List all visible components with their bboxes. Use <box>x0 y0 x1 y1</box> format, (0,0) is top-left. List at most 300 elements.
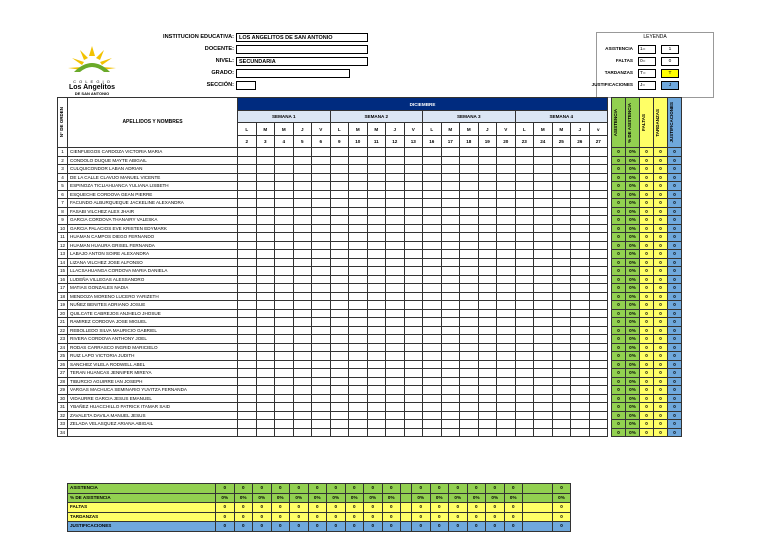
attendance-cell[interactable] <box>441 386 460 395</box>
attendance-cell[interactable] <box>441 369 460 378</box>
attendance-cell[interactable] <box>571 352 590 361</box>
attendance-cell[interactable] <box>423 318 442 327</box>
attendance-cell[interactable] <box>386 284 405 293</box>
attendance-cell[interactable] <box>275 156 294 165</box>
attendance-cell[interactable] <box>238 284 257 293</box>
attendance-cell[interactable] <box>312 309 331 318</box>
attendance-cell[interactable] <box>460 403 479 412</box>
attendance-cell[interactable] <box>312 301 331 310</box>
attendance-cell[interactable] <box>478 148 497 157</box>
attendance-cell[interactable] <box>293 386 312 395</box>
attendance-cell[interactable] <box>571 267 590 276</box>
attendance-cell[interactable] <box>349 394 368 403</box>
attendance-cell[interactable] <box>423 335 442 344</box>
attendance-cell[interactable] <box>349 335 368 344</box>
attendance-cell[interactable] <box>312 275 331 284</box>
attendance-cell[interactable] <box>441 335 460 344</box>
attendance-cell[interactable] <box>404 318 423 327</box>
attendance-cell[interactable] <box>238 352 257 361</box>
attendance-cell[interactable] <box>571 199 590 208</box>
attendance-cell[interactable] <box>293 403 312 412</box>
attendance-cell[interactable] <box>349 292 368 301</box>
attendance-cell[interactable] <box>423 360 442 369</box>
attendance-cell[interactable] <box>478 301 497 310</box>
attendance-cell[interactable] <box>404 352 423 361</box>
attendance-cell[interactable] <box>275 224 294 233</box>
attendance-cell[interactable] <box>349 318 368 327</box>
attendance-cell[interactable] <box>589 241 608 250</box>
attendance-cell[interactable] <box>589 318 608 327</box>
attendance-cell[interactable] <box>404 343 423 352</box>
attendance-cell[interactable] <box>238 173 257 182</box>
attendance-cell[interactable] <box>256 207 275 216</box>
attendance-cell[interactable] <box>386 318 405 327</box>
attendance-cell[interactable] <box>441 403 460 412</box>
attendance-cell[interactable] <box>589 420 608 429</box>
attendance-cell[interactable] <box>534 241 553 250</box>
attendance-cell[interactable] <box>312 377 331 386</box>
attendance-cell[interactable] <box>441 233 460 242</box>
attendance-cell[interactable] <box>460 394 479 403</box>
attendance-cell[interactable] <box>386 207 405 216</box>
attendance-cell[interactable] <box>515 182 534 191</box>
attendance-cell[interactable] <box>312 224 331 233</box>
attendance-cell[interactable] <box>515 377 534 386</box>
attendance-cell[interactable] <box>238 199 257 208</box>
attendance-cell[interactable] <box>552 182 571 191</box>
attendance-cell[interactable] <box>293 335 312 344</box>
attendance-cell[interactable] <box>589 207 608 216</box>
attendance-cell[interactable] <box>256 284 275 293</box>
attendance-cell[interactable] <box>293 156 312 165</box>
attendance-cell[interactable] <box>460 216 479 225</box>
attendance-cell[interactable] <box>349 352 368 361</box>
attendance-cell[interactable] <box>404 199 423 208</box>
attendance-cell[interactable] <box>293 377 312 386</box>
attendance-cell[interactable] <box>478 284 497 293</box>
attendance-cell[interactable] <box>589 156 608 165</box>
attendance-cell[interactable] <box>404 394 423 403</box>
attendance-cell[interactable] <box>571 420 590 429</box>
attendance-cell[interactable] <box>404 250 423 259</box>
attendance-cell[interactable] <box>293 343 312 352</box>
attendance-cell[interactable] <box>330 207 349 216</box>
attendance-cell[interactable] <box>534 275 553 284</box>
attendance-cell[interactable] <box>571 148 590 157</box>
attendance-cell[interactable] <box>460 250 479 259</box>
attendance-cell[interactable] <box>349 411 368 420</box>
attendance-cell[interactable] <box>571 275 590 284</box>
attendance-cell[interactable] <box>515 318 534 327</box>
attendance-cell[interactable] <box>460 420 479 429</box>
attendance-cell[interactable] <box>423 216 442 225</box>
attendance-cell[interactable] <box>423 275 442 284</box>
attendance-cell[interactable] <box>256 241 275 250</box>
attendance-cell[interactable] <box>423 386 442 395</box>
attendance-cell[interactable] <box>571 241 590 250</box>
attendance-cell[interactable] <box>534 411 553 420</box>
attendance-cell[interactable] <box>330 173 349 182</box>
attendance-cell[interactable] <box>552 377 571 386</box>
attendance-cell[interactable] <box>534 301 553 310</box>
attendance-cell[interactable] <box>460 318 479 327</box>
seccion-field[interactable] <box>236 81 256 90</box>
attendance-cell[interactable] <box>349 233 368 242</box>
attendance-cell[interactable] <box>423 199 442 208</box>
attendance-cell[interactable] <box>515 428 534 437</box>
attendance-cell[interactable] <box>552 250 571 259</box>
attendance-cell[interactable] <box>497 224 516 233</box>
attendance-cell[interactable] <box>275 165 294 174</box>
attendance-cell[interactable] <box>293 250 312 259</box>
attendance-cell[interactable] <box>349 420 368 429</box>
nivel-field[interactable]: SECUNDARIA <box>236 57 368 66</box>
attendance-cell[interactable] <box>497 258 516 267</box>
attendance-cell[interactable] <box>515 241 534 250</box>
attendance-cell[interactable] <box>552 284 571 293</box>
attendance-cell[interactable] <box>256 216 275 225</box>
attendance-cell[interactable] <box>312 233 331 242</box>
attendance-cell[interactable] <box>460 309 479 318</box>
attendance-cell[interactable] <box>238 301 257 310</box>
attendance-cell[interactable] <box>238 377 257 386</box>
attendance-cell[interactable] <box>552 326 571 335</box>
attendance-cell[interactable] <box>238 148 257 157</box>
attendance-cell[interactable] <box>293 352 312 361</box>
attendance-cell[interactable] <box>256 411 275 420</box>
attendance-cell[interactable] <box>571 182 590 191</box>
attendance-cell[interactable] <box>589 343 608 352</box>
attendance-cell[interactable] <box>571 156 590 165</box>
attendance-cell[interactable] <box>460 377 479 386</box>
attendance-cell[interactable] <box>515 411 534 420</box>
attendance-cell[interactable] <box>275 369 294 378</box>
attendance-cell[interactable] <box>293 360 312 369</box>
attendance-cell[interactable] <box>497 377 516 386</box>
attendance-cell[interactable] <box>238 335 257 344</box>
attendance-cell[interactable] <box>589 292 608 301</box>
attendance-cell[interactable] <box>312 352 331 361</box>
attendance-cell[interactable] <box>238 165 257 174</box>
attendance-cell[interactable] <box>423 403 442 412</box>
attendance-cell[interactable] <box>238 394 257 403</box>
attendance-cell[interactable] <box>423 258 442 267</box>
attendance-cell[interactable] <box>534 326 553 335</box>
attendance-cell[interactable] <box>515 199 534 208</box>
attendance-cell[interactable] <box>497 233 516 242</box>
attendance-cell[interactable] <box>256 369 275 378</box>
attendance-cell[interactable] <box>386 182 405 191</box>
attendance-cell[interactable] <box>293 258 312 267</box>
attendance-cell[interactable] <box>238 207 257 216</box>
attendance-cell[interactable] <box>589 233 608 242</box>
attendance-cell[interactable] <box>423 352 442 361</box>
attendance-cell[interactable] <box>330 148 349 157</box>
attendance-cell[interactable] <box>423 250 442 259</box>
attendance-cell[interactable] <box>460 267 479 276</box>
attendance-cell[interactable] <box>293 326 312 335</box>
attendance-cell[interactable] <box>238 369 257 378</box>
attendance-cell[interactable] <box>441 275 460 284</box>
attendance-cell[interactable] <box>275 190 294 199</box>
attendance-cell[interactable] <box>238 233 257 242</box>
attendance-cell[interactable] <box>349 207 368 216</box>
attendance-cell[interactable] <box>293 207 312 216</box>
attendance-cell[interactable] <box>367 224 386 233</box>
attendance-cell[interactable] <box>404 326 423 335</box>
attendance-cell[interactable] <box>349 343 368 352</box>
attendance-cell[interactable] <box>312 148 331 157</box>
attendance-cell[interactable] <box>386 335 405 344</box>
attendance-cell[interactable] <box>534 394 553 403</box>
attendance-cell[interactable] <box>460 335 479 344</box>
attendance-cell[interactable] <box>497 156 516 165</box>
attendance-cell[interactable] <box>460 360 479 369</box>
attendance-cell[interactable] <box>293 190 312 199</box>
attendance-cell[interactable] <box>478 258 497 267</box>
attendance-cell[interactable] <box>423 156 442 165</box>
attendance-cell[interactable] <box>349 182 368 191</box>
attendance-cell[interactable] <box>256 165 275 174</box>
grado-field[interactable] <box>236 69 350 78</box>
attendance-cell[interactable] <box>534 386 553 395</box>
attendance-cell[interactable] <box>571 335 590 344</box>
attendance-cell[interactable] <box>238 318 257 327</box>
attendance-cell[interactable] <box>367 190 386 199</box>
attendance-cell[interactable] <box>386 165 405 174</box>
attendance-cell[interactable] <box>256 394 275 403</box>
attendance-cell[interactable] <box>367 411 386 420</box>
attendance-cell[interactable] <box>312 394 331 403</box>
attendance-cell[interactable] <box>367 207 386 216</box>
attendance-cell[interactable] <box>478 309 497 318</box>
attendance-cell[interactable] <box>534 233 553 242</box>
attendance-cell[interactable] <box>386 224 405 233</box>
attendance-cell[interactable] <box>330 216 349 225</box>
attendance-cell[interactable] <box>571 377 590 386</box>
attendance-cell[interactable] <box>589 216 608 225</box>
attendance-cell[interactable] <box>293 241 312 250</box>
attendance-cell[interactable] <box>478 173 497 182</box>
attendance-cell[interactable] <box>497 411 516 420</box>
attendance-cell[interactable] <box>349 216 368 225</box>
attendance-cell[interactable] <box>552 148 571 157</box>
attendance-cell[interactable] <box>312 403 331 412</box>
attendance-cell[interactable] <box>515 156 534 165</box>
attendance-cell[interactable] <box>423 224 442 233</box>
attendance-cell[interactable] <box>312 326 331 335</box>
attendance-cell[interactable] <box>441 148 460 157</box>
attendance-cell[interactable] <box>293 369 312 378</box>
attendance-cell[interactable] <box>478 165 497 174</box>
attendance-cell[interactable] <box>515 394 534 403</box>
attendance-cell[interactable] <box>441 241 460 250</box>
attendance-cell[interactable] <box>515 207 534 216</box>
attendance-cell[interactable] <box>478 233 497 242</box>
attendance-cell[interactable] <box>330 267 349 276</box>
attendance-cell[interactable] <box>460 411 479 420</box>
attendance-cell[interactable] <box>497 309 516 318</box>
attendance-cell[interactable] <box>330 309 349 318</box>
attendance-cell[interactable] <box>497 275 516 284</box>
attendance-cell[interactable] <box>534 267 553 276</box>
attendance-cell[interactable] <box>312 165 331 174</box>
attendance-cell[interactable] <box>256 420 275 429</box>
attendance-cell[interactable] <box>515 267 534 276</box>
attendance-cell[interactable] <box>256 182 275 191</box>
attendance-cell[interactable] <box>552 301 571 310</box>
attendance-cell[interactable] <box>552 428 571 437</box>
attendance-cell[interactable] <box>571 411 590 420</box>
attendance-cell[interactable] <box>238 241 257 250</box>
attendance-cell[interactable] <box>404 173 423 182</box>
attendance-cell[interactable] <box>238 386 257 395</box>
attendance-cell[interactable] <box>534 309 553 318</box>
attendance-cell[interactable] <box>478 207 497 216</box>
attendance-cell[interactable] <box>404 377 423 386</box>
attendance-cell[interactable] <box>478 275 497 284</box>
attendance-cell[interactable] <box>423 173 442 182</box>
attendance-cell[interactable] <box>275 343 294 352</box>
attendance-cell[interactable] <box>386 190 405 199</box>
attendance-cell[interactable] <box>534 190 553 199</box>
attendance-cell[interactable] <box>478 386 497 395</box>
attendance-cell[interactable] <box>589 403 608 412</box>
attendance-cell[interactable] <box>404 190 423 199</box>
attendance-cell[interactable] <box>534 165 553 174</box>
attendance-cell[interactable] <box>552 241 571 250</box>
attendance-cell[interactable] <box>423 165 442 174</box>
attendance-cell[interactable] <box>404 207 423 216</box>
attendance-cell[interactable] <box>386 267 405 276</box>
attendance-cell[interactable] <box>238 309 257 318</box>
attendance-cell[interactable] <box>552 292 571 301</box>
attendance-cell[interactable] <box>275 275 294 284</box>
attendance-cell[interactable] <box>386 377 405 386</box>
attendance-cell[interactable] <box>349 224 368 233</box>
attendance-cell[interactable] <box>275 292 294 301</box>
attendance-cell[interactable] <box>571 190 590 199</box>
institucion-field[interactable]: LOS ANGELITOS DE SAN ANTONIO <box>236 33 368 42</box>
attendance-cell[interactable] <box>275 326 294 335</box>
attendance-cell[interactable] <box>293 182 312 191</box>
attendance-cell[interactable] <box>404 182 423 191</box>
attendance-cell[interactable] <box>367 301 386 310</box>
attendance-cell[interactable] <box>312 173 331 182</box>
attendance-cell[interactable] <box>349 275 368 284</box>
attendance-cell[interactable] <box>256 386 275 395</box>
attendance-cell[interactable] <box>275 207 294 216</box>
attendance-cell[interactable] <box>497 199 516 208</box>
attendance-cell[interactable] <box>275 360 294 369</box>
attendance-cell[interactable] <box>386 250 405 259</box>
attendance-cell[interactable] <box>497 369 516 378</box>
attendance-cell[interactable] <box>404 369 423 378</box>
attendance-cell[interactable] <box>515 403 534 412</box>
attendance-cell[interactable] <box>349 173 368 182</box>
attendance-cell[interactable] <box>552 190 571 199</box>
attendance-cell[interactable] <box>534 148 553 157</box>
attendance-cell[interactable] <box>386 403 405 412</box>
attendance-cell[interactable] <box>534 360 553 369</box>
attendance-cell[interactable] <box>330 165 349 174</box>
attendance-cell[interactable] <box>404 386 423 395</box>
attendance-cell[interactable] <box>256 173 275 182</box>
attendance-cell[interactable] <box>293 309 312 318</box>
attendance-cell[interactable] <box>552 199 571 208</box>
attendance-cell[interactable] <box>386 156 405 165</box>
attendance-cell[interactable] <box>293 420 312 429</box>
attendance-cell[interactable] <box>312 318 331 327</box>
attendance-cell[interactable] <box>386 301 405 310</box>
attendance-cell[interactable] <box>478 360 497 369</box>
attendance-cell[interactable] <box>534 369 553 378</box>
attendance-cell[interactable] <box>460 224 479 233</box>
attendance-cell[interactable] <box>386 420 405 429</box>
attendance-cell[interactable] <box>534 182 553 191</box>
attendance-cell[interactable] <box>293 199 312 208</box>
attendance-cell[interactable] <box>423 292 442 301</box>
attendance-cell[interactable] <box>330 326 349 335</box>
attendance-cell[interactable] <box>497 318 516 327</box>
attendance-cell[interactable] <box>534 428 553 437</box>
attendance-cell[interactable] <box>441 318 460 327</box>
attendance-cell[interactable] <box>534 199 553 208</box>
attendance-cell[interactable] <box>404 156 423 165</box>
attendance-cell[interactable] <box>497 190 516 199</box>
attendance-cell[interactable] <box>534 224 553 233</box>
attendance-cell[interactable] <box>238 292 257 301</box>
attendance-cell[interactable] <box>423 394 442 403</box>
attendance-cell[interactable] <box>275 267 294 276</box>
attendance-cell[interactable] <box>534 377 553 386</box>
attendance-cell[interactable] <box>404 233 423 242</box>
attendance-cell[interactable] <box>367 394 386 403</box>
attendance-cell[interactable] <box>238 250 257 259</box>
attendance-cell[interactable] <box>293 284 312 293</box>
attendance-cell[interactable] <box>552 352 571 361</box>
attendance-cell[interactable] <box>330 275 349 284</box>
attendance-cell[interactable] <box>552 369 571 378</box>
attendance-cell[interactable] <box>497 173 516 182</box>
attendance-cell[interactable] <box>441 360 460 369</box>
attendance-cell[interactable] <box>589 284 608 293</box>
attendance-cell[interactable] <box>460 207 479 216</box>
attendance-cell[interactable] <box>441 258 460 267</box>
attendance-cell[interactable] <box>404 267 423 276</box>
attendance-cell[interactable] <box>404 403 423 412</box>
attendance-cell[interactable] <box>515 284 534 293</box>
attendance-cell[interactable] <box>312 369 331 378</box>
attendance-cell[interactable] <box>441 411 460 420</box>
attendance-cell[interactable] <box>497 326 516 335</box>
attendance-cell[interactable] <box>460 326 479 335</box>
attendance-cell[interactable] <box>330 284 349 293</box>
attendance-cell[interactable] <box>367 335 386 344</box>
attendance-cell[interactable] <box>312 420 331 429</box>
attendance-cell[interactable] <box>367 182 386 191</box>
attendance-cell[interactable] <box>256 335 275 344</box>
attendance-cell[interactable] <box>312 250 331 259</box>
attendance-cell[interactable] <box>404 420 423 429</box>
attendance-cell[interactable] <box>423 267 442 276</box>
attendance-cell[interactable] <box>497 292 516 301</box>
attendance-cell[interactable] <box>349 360 368 369</box>
attendance-cell[interactable] <box>478 403 497 412</box>
attendance-cell[interactable] <box>330 224 349 233</box>
attendance-cell[interactable] <box>515 148 534 157</box>
attendance-cell[interactable] <box>330 403 349 412</box>
